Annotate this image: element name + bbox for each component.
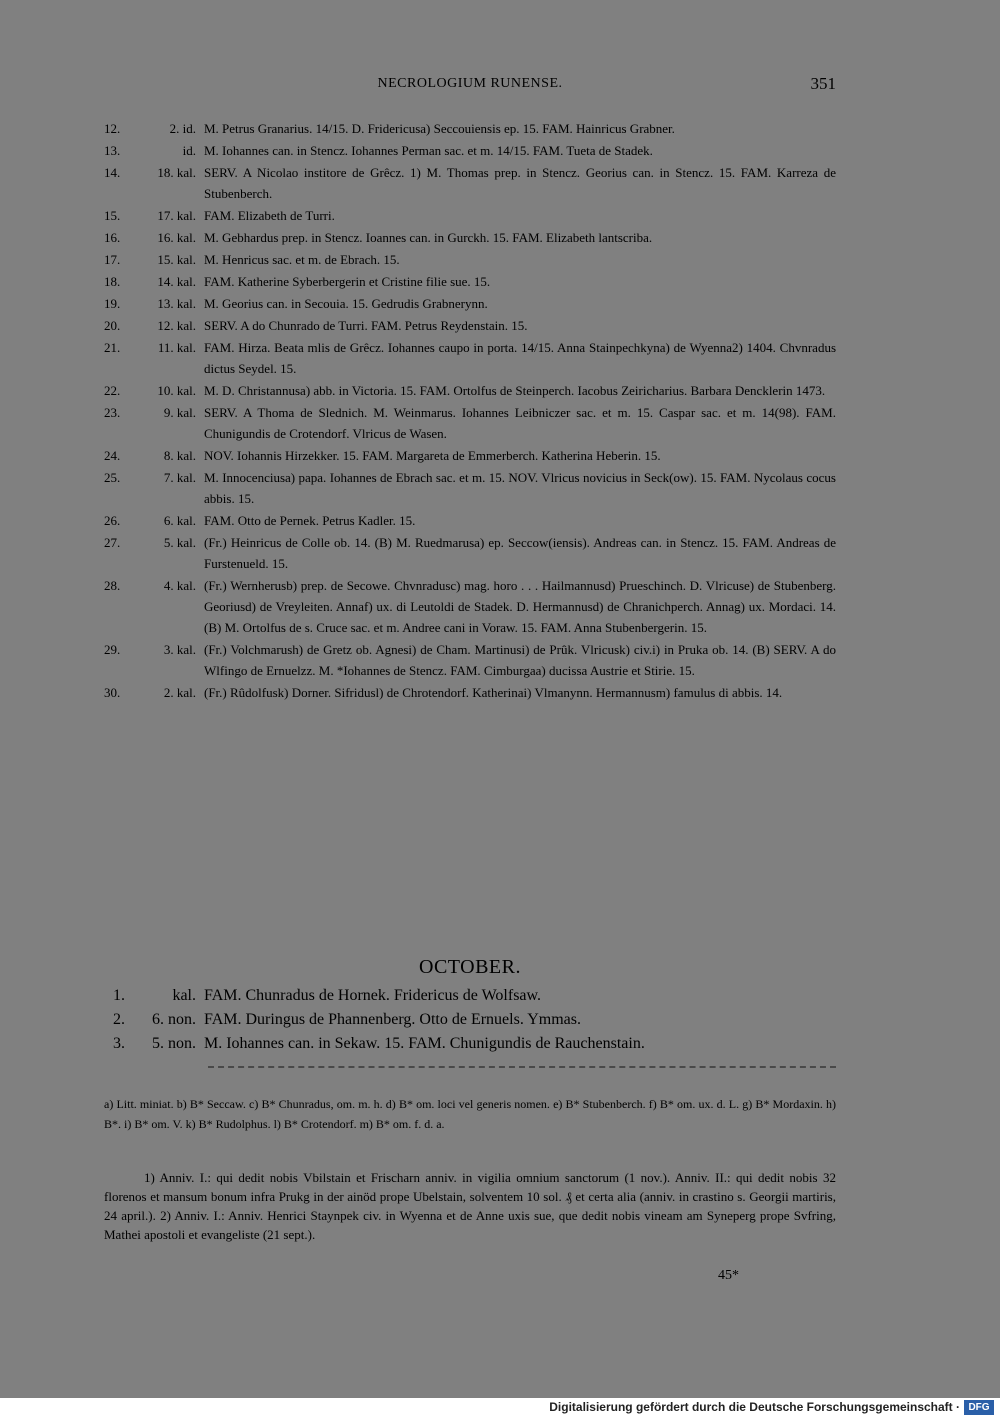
list-item — [104, 984, 836, 1007]
list-item — [104, 162, 836, 204]
list-item — [104, 510, 836, 531]
footer-bar — [0, 1398, 1000, 1418]
september-entries — [104, 118, 836, 704]
entry-text: M. Iohannes can. in Stencz. Iohannes Perman sac. et m. 14/15. FAM. Tueta de Stadek. — [204, 143, 653, 158]
running-title: NECROLOGIUM RUNENSE. — [377, 76, 563, 91]
dashed-divider — [208, 1066, 836, 1068]
list-item — [104, 293, 836, 314]
entry-number: 21. — [104, 340, 121, 355]
entry-number: 16. — [104, 230, 121, 245]
entry-number: 30. — [104, 685, 121, 700]
entry-text: (Fr.) Rûdolfusk) Dorner. Sifridusl) de Chrotendorf. Katherinai) Vlmanynn. Hermannusm) famulus di abbis. 14. — [204, 685, 783, 700]
entry-text: SERV. A do Chunrado de Turri. FAM. Petrus Reydenstain. 15. — [204, 318, 528, 333]
entry-number: 1. — [113, 987, 125, 1004]
list-item — [104, 402, 836, 444]
entry-number: 14. — [104, 165, 121, 180]
list-item — [104, 1008, 836, 1031]
entry-day: 2. id. — [169, 121, 196, 136]
entry-number: 23. — [104, 405, 121, 420]
entry-day: 5. kal. — [163, 535, 196, 550]
entry-text: (Fr.) Heinricus de Colle ob. 14. (B) M. Ruedmarusa) ep. Seccow(iensis). Andreas can. in Stencz. 15. FAM. Andreas de Furstenueld. 15. — [204, 535, 836, 571]
list-item — [104, 118, 836, 139]
entry-number: 24. — [104, 448, 121, 463]
apparatus-notes: a) Litt. miniat. b) B* Seccaw. c) B* Chunradus, om. m. h. d) B* om. loci vel generis nomen. e) B* Stubenberch. f) B* om. ux. d. L. g) B* Mordaxin. h) B*. i) B* om. V. k) B* Rudolphus. l) B* Crotendorf. m) B* om. f. d. a. — [104, 1097, 836, 1131]
list-item — [104, 140, 836, 161]
dfg-logo-icon: DFG — [964, 1400, 994, 1415]
list-item — [104, 639, 836, 681]
list-item — [104, 315, 836, 336]
entry-day: id. — [182, 143, 196, 158]
entry-number: 19. — [104, 296, 121, 311]
list-item — [104, 575, 836, 638]
entry-day: 14. kal. — [157, 274, 196, 289]
entry-day: 4. kal. — [163, 578, 196, 593]
entry-text: M. Iohannes can. in Sekaw. 15. FAM. Chunigundis de Rauchenstain. — [204, 1035, 645, 1052]
october-entries — [104, 984, 836, 1056]
entry-day: 6. non. — [152, 1011, 196, 1028]
entry-text: FAM. Katherine Syberbergerin et Cristine filie sue. 15. — [204, 274, 491, 289]
entry-text: (Fr.) Wernherusb) prep. de Secowe. Chvnradusc) mag. horo . . . Hailmannusd) Prueschinch. D. Vlricuse) de Stubenberg. Georiusd) de Vreyleiten. Annaf) ux. di Leutoldi de Stadek. D. Hermannusd) de Chranichperch. Annag) ux. Mordaci. 14. (B) M. Ortolfus de s. Cruce sac. et m. Andree cani in Voraw. 15. FAM. Anna Stubenbergerin. 15. — [204, 578, 836, 635]
entry-number: 27. — [104, 535, 121, 550]
entry-number: 2. — [113, 1011, 125, 1028]
entry-text: M. Innocenciusa) papa. Iohannes de Ebrach sac. et m. 15. NOV. Vlricus novicius in Seck(ow). 15. FAM. Nycolaus cocus abbis. 15. — [204, 470, 836, 506]
entry-number: 22. — [104, 383, 121, 398]
entry-day: 5. non. — [152, 1035, 196, 1052]
entry-day: 12. kal. — [157, 318, 196, 333]
footer-credit: Digitalisierung gefördert durch die Deutsche Forschungsgemeinschaft · — [549, 1400, 960, 1414]
page-header — [104, 76, 836, 100]
entry-day: 7. kal. — [163, 470, 196, 485]
month-heading: OCTOBER. — [419, 956, 521, 978]
list-item — [104, 271, 836, 292]
entry-text: M. Henricus sac. et m. de Ebrach. 15. — [204, 252, 400, 267]
list-item — [104, 682, 836, 703]
entry-day: 13. kal. — [157, 296, 196, 311]
list-item — [104, 467, 836, 509]
entry-number: 20. — [104, 318, 121, 333]
entry-number: 25. — [104, 470, 121, 485]
list-item — [104, 205, 836, 226]
entry-day: 9. kal. — [163, 405, 196, 420]
entry-number: 12. — [104, 121, 121, 136]
entry-day: 6. kal. — [163, 513, 196, 528]
page-number: 351 — [810, 74, 836, 93]
list-item — [104, 445, 836, 466]
entry-text: FAM. Hirza. Beata mlis de Grêcz. Iohannes caupo in porta. 14/15. Anna Stainpechkyna) de Wyenna2) 1404. Chvnradus dictus Seydel. 15. — [204, 340, 836, 376]
entry-text: NOV. Iohannis Hirzekker. 15. FAM. Margareta de Emmerberch. Katherina Heberin. 15. — [204, 448, 661, 463]
entry-text: FAM. Elizabeth de Turri. — [204, 208, 335, 223]
list-item — [104, 1032, 836, 1055]
entry-day: kal. — [172, 987, 196, 1004]
signature-mark: 45* — [718, 1268, 739, 1283]
entry-number: 26. — [104, 513, 121, 528]
entry-text: M. Gebhardus prep. in Stencz. Ioannes can. in Gurckh. 15. FAM. Elizabeth lantscriba. — [204, 230, 653, 245]
entry-number: 29. — [104, 642, 121, 657]
entry-text: FAM. Chunradus de Hornek. Fridericus de Wolfsaw. — [204, 987, 542, 1004]
entry-text: M. Georius can. in Secouia. 15. Gedrudis Grabnerynn. — [204, 296, 488, 311]
entry-day: 11. kal. — [157, 340, 196, 355]
entry-text: M. D. Christannusa) abb. in Victoria. 15. FAM. Ortolfus de Steinperch. Iacobus Zeiricharius. Barbara Dencklerin 1473. — [204, 383, 826, 398]
entry-text: M. Petrus Granarius. 14/15. D. Fridericusa) Seccouiensis ep. 15. FAM. Hainricus Grabner. — [204, 121, 675, 136]
entry-day: 16. kal. — [157, 230, 196, 245]
entry-day: 3. kal. — [163, 642, 196, 657]
entry-text: (Fr.) Volchmarush) de Gretz ob. Agnesi) de Cham. Martinusi) de Prûk. Vlricusk) civ.i) in Pruka ob. 14. (B) SERV. A do Wlfingo de Ernuelzz. M. *Iohannes de Stencz. FAM. Cimburgaa) ducissa Austrie et Stirie. 15. — [204, 642, 836, 678]
entry-text: FAM. Duringus de Phannenberg. Otto de Ernuels. Ymmas. — [204, 1011, 581, 1028]
entry-number: 3. — [113, 1035, 125, 1052]
entry-number: 17. — [104, 252, 121, 267]
entry-text: FAM. Otto de Pernek. Petrus Kadler. 15. — [204, 513, 416, 528]
list-item — [104, 227, 836, 248]
entry-day: 18. kal. — [157, 165, 196, 180]
entry-day: 10. kal. — [157, 383, 196, 398]
entry-day: 2. kal. — [163, 685, 196, 700]
entry-number: 15. — [104, 208, 121, 223]
entry-day: 17. kal. — [157, 208, 196, 223]
entry-number: 28. — [104, 578, 121, 593]
list-item — [104, 532, 836, 574]
entry-number: 18. — [104, 274, 121, 289]
entry-day: 15. kal. — [157, 252, 196, 267]
entry-text: SERV. A Thoma de Slednich. M. Weinmarus. Iohannes Leibniczer sac. et m. 15. Caspar sac. et m. 14(98). FAM. Chunigundis de Crotendorf. Vlricus de Wasen. — [204, 405, 836, 441]
footnotes: 1) Anniv. I.: qui dedit nobis Vbilstain et Frischarn anniv. in vigilia omnium sanctorum (1 nov.). Anniv. II.: qui dedit nobis 32 florenos et mansum bonum infra Prukg in der ainöd prope Ubelstain, solventem 10 sol. ₰ et certa alia (anniv. in crastino s. Georgii martiris, 24 april.). 2) Anniv. I.: Anniv. Henrici Staynpek civ. in Wyenna et de Anne uxis sue, que dedit nobis vineam am Syneperg prope Svfring, Mathei apostoli et evangeliste (21 sept.). — [104, 1170, 836, 1242]
entry-day: 8. kal. — [163, 448, 196, 463]
entry-text: SERV. A Nicolao institore de Grêcz. 1) M. Thomas prep. in Stencz. Georius can. in Stencz. 15. FAM. Karreza de Stubenberch. — [204, 165, 836, 201]
list-item — [104, 380, 836, 401]
list-item — [104, 337, 836, 379]
list-item — [104, 249, 836, 270]
entry-number: 13. — [104, 143, 121, 158]
